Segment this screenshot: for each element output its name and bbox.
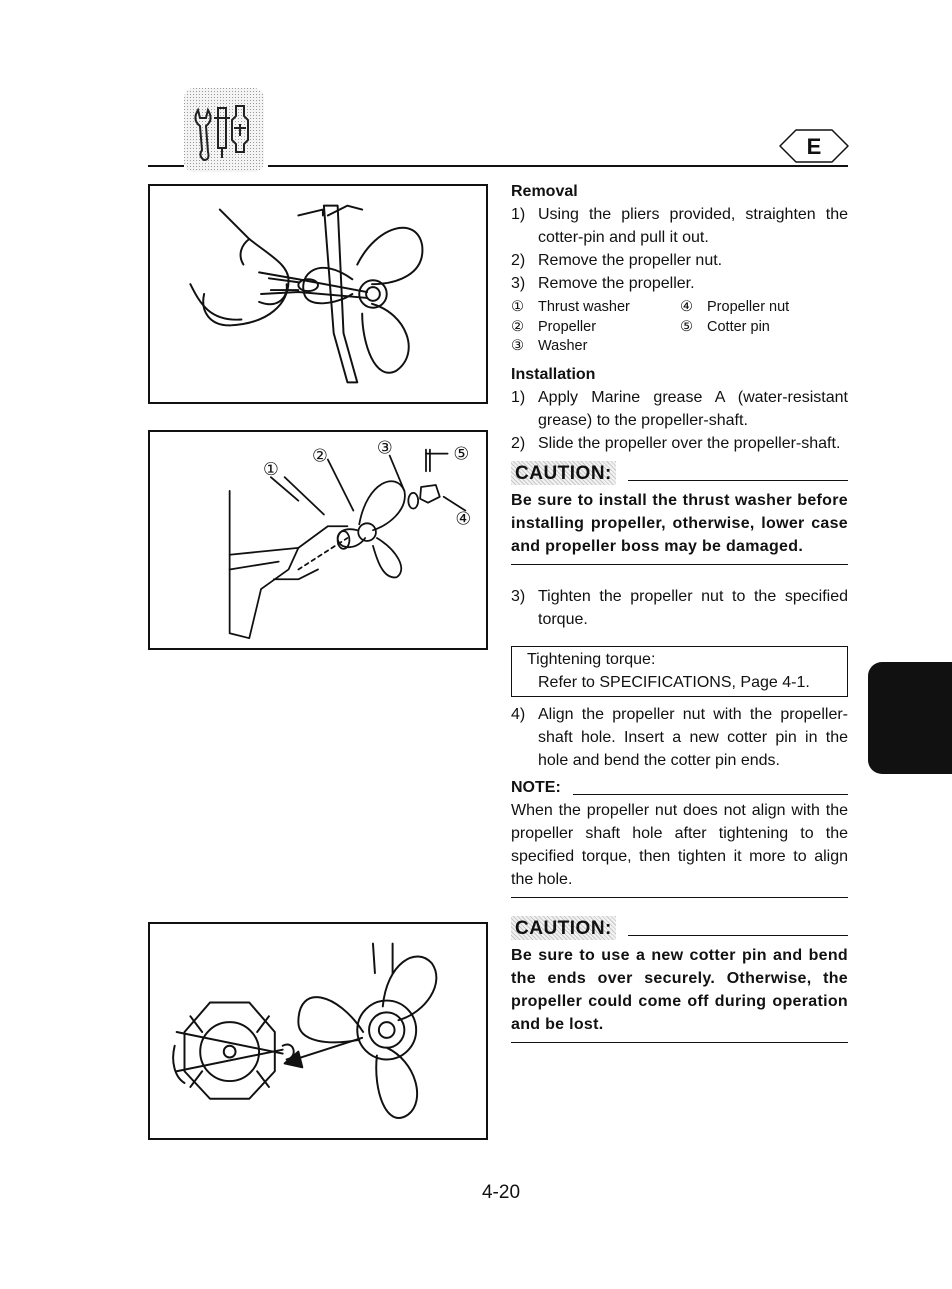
- caution-text: Be sure to install the thrust washer before installing propeller, otherwise, lower case and propeller boss may be damaged.: [511, 491, 848, 555]
- figure-propeller-assembly: [148, 430, 488, 650]
- header-rule: [268, 165, 848, 167]
- step-text: Slide the propeller over the propeller-shaft.: [538, 434, 841, 452]
- figure-cotter-pin-bending: [148, 922, 488, 1140]
- propeller-exploded-illustration: [150, 432, 486, 648]
- note-end-rule: [511, 897, 848, 898]
- legend-item: ④ Propeller nut: [680, 299, 790, 315]
- callout-2: ②: [312, 446, 328, 467]
- caution-heading: [511, 914, 848, 940]
- pliers-illustration: [150, 186, 486, 402]
- step-text: Using the pliers provided, straighten the cotter-pin and pull it out.: [538, 206, 848, 246]
- torque-label: Tightening torque:: [527, 650, 656, 668]
- legend-item: ⑤ Cotter pin: [680, 318, 770, 335]
- rule: [628, 480, 848, 481]
- step-text: Remove the propeller.: [538, 275, 695, 292]
- step-number: 1): [511, 388, 526, 406]
- step-number: 1): [511, 206, 526, 223]
- caution-heading: [511, 459, 848, 485]
- legend-item: ① Thrust washer: [511, 299, 630, 315]
- rule: [573, 794, 848, 795]
- step-number: 3): [511, 587, 526, 605]
- caution-end-rule: [511, 564, 848, 565]
- step-number: 4): [511, 705, 526, 723]
- step-number: 2): [511, 434, 526, 452]
- chapter-thumb-tab: [868, 662, 952, 774]
- figure-cotter-pin-removal: [148, 184, 488, 404]
- legend-item: ③ Washer: [511, 338, 588, 354]
- caution-label: CAUTION:: [511, 916, 616, 940]
- callout-4: ④: [455, 509, 472, 530]
- installation-step: [511, 585, 848, 631]
- page-number: 4-20: [481, 1182, 521, 1203]
- instructions-column: [511, 180, 848, 1043]
- callout-3: ③: [376, 438, 393, 459]
- removal-step: [511, 203, 848, 249]
- rule: [628, 935, 848, 936]
- note-text: When the propeller nut does not align with the propeller shaft hole after tightening to the specified torque, then tighten it more to align the hole.: [511, 801, 848, 888]
- step-text: Tighten the propeller nut to the specified torque.: [538, 587, 848, 628]
- torque-spec-box: [511, 646, 848, 697]
- torque-value: Refer to SPECIFICATIONS, Page 4-1.: [538, 673, 810, 691]
- removal-step: [511, 249, 848, 272]
- step-text: Align the propeller nut with the propeller-shaft hole. Insert a new cotter pin in the hole and bend the cotter pin ends.: [538, 705, 848, 769]
- caution-label: CAUTION:: [511, 461, 616, 485]
- step-number: 3): [511, 275, 526, 292]
- note-heading: [511, 776, 848, 799]
- cotter-pin-illustration: [150, 924, 486, 1138]
- callout-5: ⑤: [453, 444, 470, 465]
- caution-end-rule: [511, 1042, 848, 1043]
- installation-step: [511, 703, 848, 772]
- caution-text: Be sure to use a new cotter pin and bend the ends over securely. Otherwise, the propeller could come off during operation and be lost.: [511, 946, 848, 1033]
- installation-step: [511, 432, 848, 455]
- callout-1: ①: [262, 460, 279, 481]
- removal-step: [511, 272, 848, 295]
- installation-step: [511, 386, 848, 432]
- step-number: 2): [511, 252, 526, 269]
- removal-heading: Removal: [511, 183, 578, 200]
- installation-heading: Installation: [511, 365, 596, 383]
- language-badge: [778, 128, 850, 164]
- legend-item: ② Propeller: [511, 318, 597, 335]
- step-text: Apply Marine grease A (water-resistant grease) to the propeller-shaft.: [538, 388, 848, 429]
- header-rule: [148, 165, 184, 167]
- parts-legend: [511, 298, 848, 357]
- language-badge-text: E: [806, 134, 822, 159]
- section-tools-icon: [184, 88, 264, 172]
- note-label: NOTE:: [511, 778, 561, 796]
- step-text: Remove the propeller nut.: [538, 252, 723, 269]
